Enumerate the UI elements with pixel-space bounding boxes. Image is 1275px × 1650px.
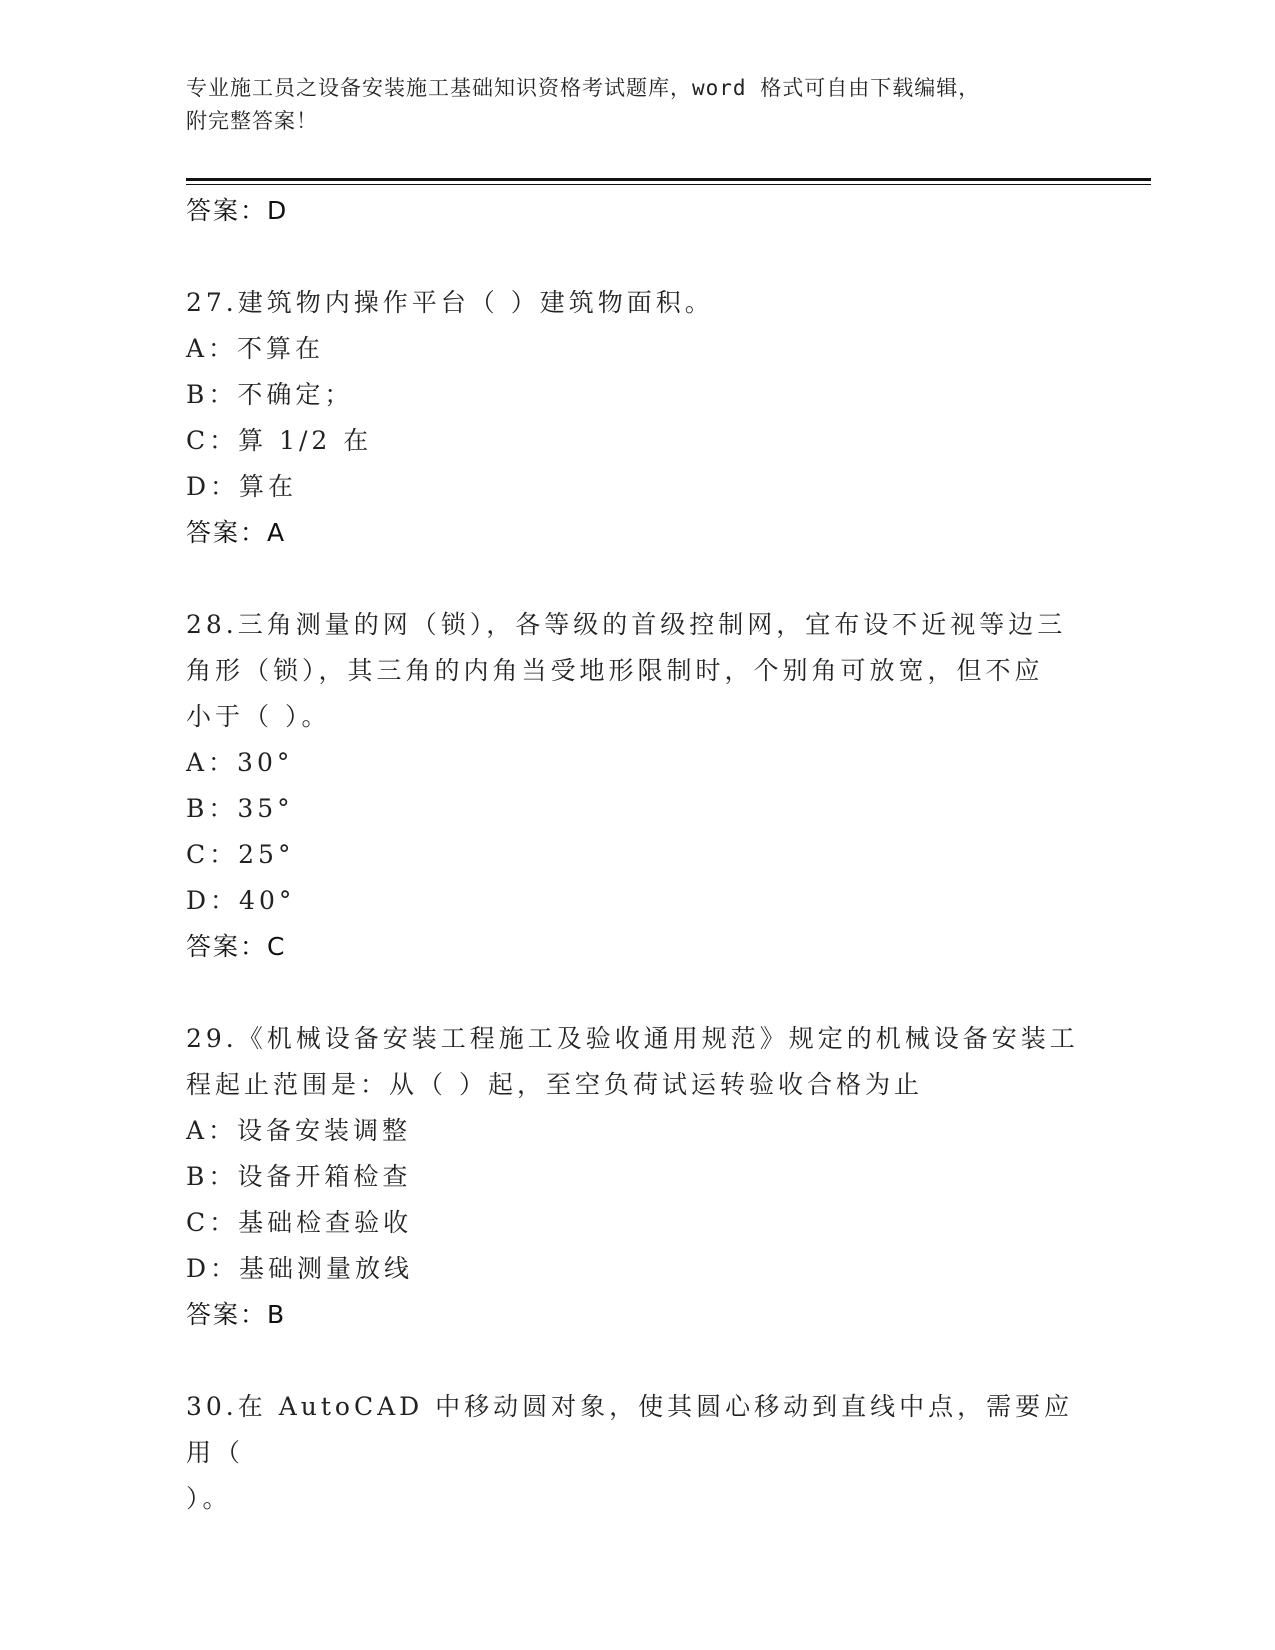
option-c: C：基础检查验收 [186, 1208, 413, 1237]
header-line-1: 专业施工员之设备安装施工基础知识资格考试题库，word 格式可自由下载编辑， [186, 76, 981, 100]
answer: 答案：A [186, 518, 287, 547]
option-d: D：算在 [186, 472, 298, 501]
option-c: C：算 1/2 在 [186, 426, 373, 455]
header-rule-thin [186, 184, 1151, 185]
answer: 答案：C [186, 932, 287, 961]
option-d: D：40° [186, 886, 296, 915]
option-b: B：不确定； [186, 380, 354, 409]
option-b: B：35° [186, 794, 294, 823]
option-b: B：设备开箱检查 [186, 1162, 412, 1191]
document-header [186, 72, 1086, 138]
question-30 [186, 1384, 1086, 1522]
question-text-line: 28.三角测量的网（锁），各等级的首级控制网，宜布设不近视等边三 [186, 610, 1067, 639]
option-d: D：基础测量放线 [186, 1254, 414, 1283]
option-c: C：25° [186, 840, 295, 869]
question-29 [186, 1016, 1086, 1338]
option-a: A：30° [186, 748, 294, 777]
option-a: A：设备安装调整 [186, 1116, 412, 1145]
question-list [186, 188, 1086, 1522]
answer: 答案：B [186, 1300, 287, 1329]
question-text-line: 30.在 AutoCAD 中移动圆对象，使其圆心移动到直线中点，需要应用（ [186, 1392, 1074, 1467]
question-text-line: 27.建筑物内操作平台（ ）建筑物面积。 [186, 288, 714, 317]
question-27 [186, 280, 1086, 556]
question-28 [186, 602, 1086, 970]
question-text-line: 角形（锁），其三角的内角当受地形限制时，个别角可放宽，但不应 [186, 656, 1044, 685]
header-rule-thick [186, 178, 1151, 181]
question-text-line: 程起止范围是：从（ ）起，至空负荷试运转验收合格为止 [186, 1070, 923, 1099]
question-text-line: 29.《机械设备安装工程施工及验收通用规范》规定的机械设备安装工 [186, 1024, 1079, 1053]
question-text-line: ）。 [186, 1484, 232, 1513]
option-a: A：不算在 [186, 334, 325, 363]
header-line-2: 附完整答案！ [186, 109, 318, 133]
previous-answer: 答案：D [186, 196, 289, 225]
question-text-line: 小于（ ）。 [186, 702, 331, 731]
